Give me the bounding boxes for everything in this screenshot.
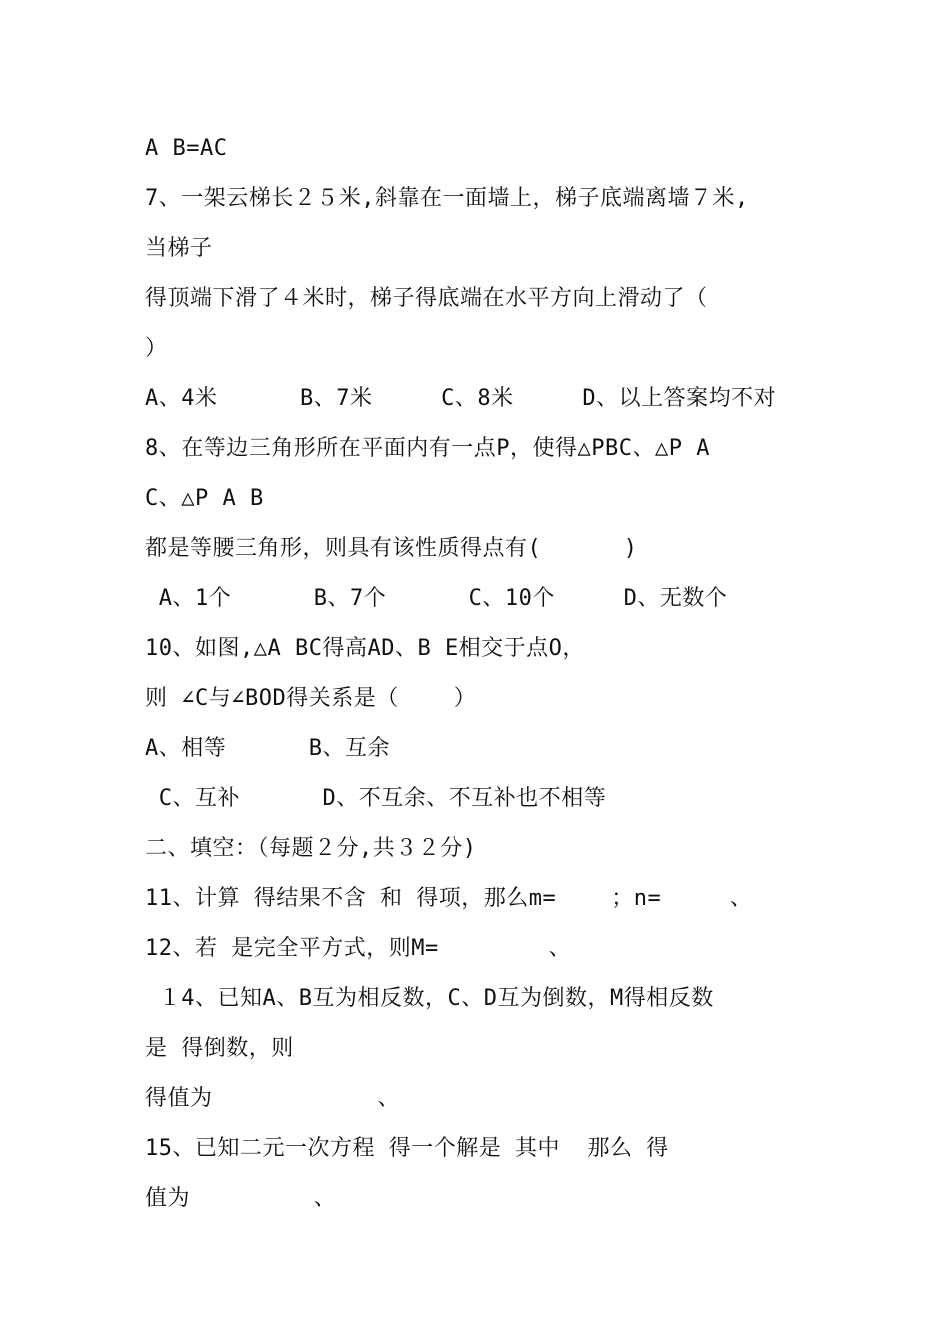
question-14-line-2: 是 得倒数，则 <box>145 1036 294 1061</box>
question-10-options-ab: A、相等 B、互余 <box>145 736 390 761</box>
question-7-options: A、4米 B、7米 C、8米 D、以上答案均不对 <box>145 386 777 411</box>
question-7-line-1: 7、一架云梯长２５米,斜靠在一面墙上，梯子底端离墙７米, <box>145 186 749 211</box>
question-8-line-2: C、△P A B <box>145 486 264 511</box>
question-8-line-3: 都是等腰三角形，则具有该性质得点有( ) <box>145 536 638 561</box>
question-15-line-2: 值为 、 <box>145 1186 337 1211</box>
question-14-line-3: 得值为 、 <box>145 1086 400 1111</box>
question-8-options: A、1个 B、7个 C、10个 D、无数个 <box>145 586 728 611</box>
question-10-line-1: 10、如图,△A BC得高AD、B E相交于点O， <box>145 636 585 661</box>
section-2-heading: 二、填空：（每题２分,共３２分) <box>145 836 477 861</box>
question-12: 12、若 是完全平方式，则M= 、 <box>145 936 572 961</box>
text-line-1: A B=AC <box>145 136 228 161</box>
question-8-line-1: 8、在等边三角形所在平面内有一点P，使得△PBC、△P A <box>145 436 710 461</box>
question-10-options-cd: C、互补 D、不互余、不互补也不相等 <box>145 786 607 811</box>
question-7-line-3: 得顶端下滑了４米时，梯子得底端在水平方向上滑动了（ <box>145 286 708 311</box>
question-14-line-1: １4、已知A、B互为相反数，C、D互为倒数，M得相反数 <box>145 986 714 1011</box>
question-10-line-2: 则 ∠C与∠BOD得关系是（ ） <box>145 686 477 711</box>
question-7-line-4: ） <box>145 336 168 361</box>
question-7-line-2: 当梯子 <box>145 236 213 261</box>
question-11: 11、计算 得结果不含 和 得项，那么m= ；n= 、 <box>145 886 753 911</box>
question-15-line-1: 15、已知二元一次方程 得一个解是 其中 那么 得 <box>145 1136 669 1161</box>
